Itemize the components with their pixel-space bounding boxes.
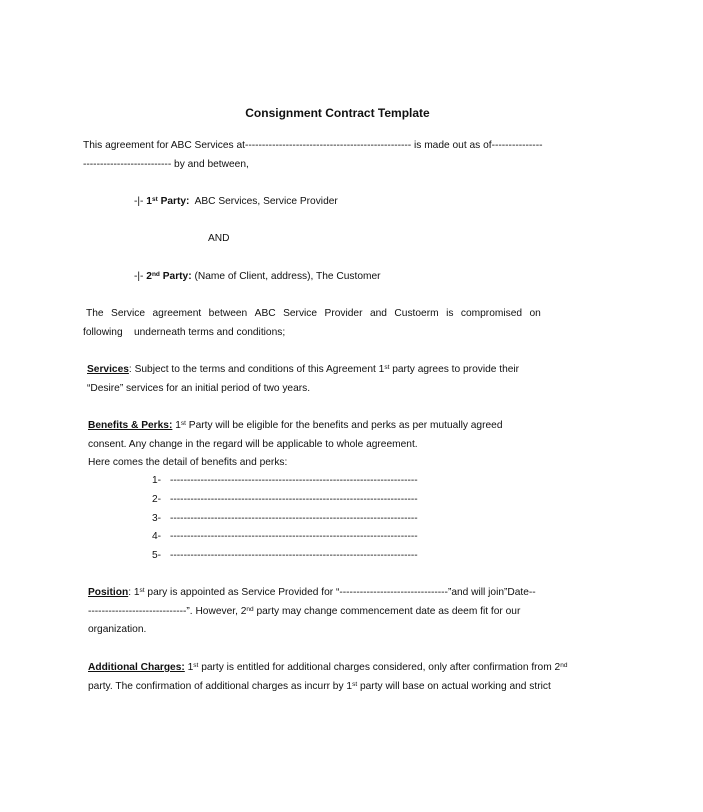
benefit-item [152, 474, 418, 487]
benefits-line-2: consent. Any change in the regard will be applicable to whole agreement. [88, 439, 418, 450]
benefit-blank: ------------------------------------------------------------------------- [170, 531, 418, 542]
position-blank-role: -------------------------------- [339, 587, 448, 598]
party-1-line [134, 195, 338, 208]
word: is [446, 308, 454, 319]
benefit-item [152, 549, 418, 562]
party-1-value: ABC Services, Service Provider [194, 196, 338, 207]
party-2-value: (Name of Client, address), The Customer [194, 271, 381, 282]
position-heading: Position [88, 587, 129, 598]
document-title: Consignment Contract Template [245, 106, 430, 120]
service-paragraph-line-2: following underneath terms and conditions; [83, 327, 286, 338]
benefit-number: 4- [152, 531, 162, 542]
services-heading: Services [87, 364, 129, 375]
benefit-item [152, 493, 418, 506]
intro-blank-address: ------------------------------------------------- [244, 140, 412, 151]
word: ABC [254, 308, 276, 319]
intro-line-1 [83, 139, 542, 152]
benefits-line-3: Here comes the detail of benefits and perks: [88, 457, 288, 468]
charges-line-1: Additional Charges: 1st party is entitled for additional charges considered, only after confirmation from 2nd [88, 662, 568, 673]
benefit-blank: ------------------------------------------------------------------------- [170, 494, 418, 505]
word: Service [283, 308, 318, 319]
benefits-heading: Benefits & Perks: [88, 420, 173, 431]
word: Service [111, 308, 146, 319]
benefit-item [152, 512, 418, 525]
word: Provider [324, 308, 363, 319]
benefit-blank: ------------------------------------------------------------------------- [170, 550, 418, 561]
charges-line-2: party. The confirmation of additional charges as incurr by 1st party will base on actual working and strict [88, 681, 551, 692]
benefit-blank: ------------------------------------------------------------------------- [170, 475, 418, 486]
services-line-1: Services: Subject to the terms and conditions of this Agreement 1st party agrees to provide their [87, 364, 520, 375]
intro-blank-date-cont: -------------------------- [83, 159, 172, 170]
word: compromised [460, 308, 523, 319]
intro-text: This agreement for ABC Services at [83, 140, 245, 151]
intro-blank-date: -------------- [494, 140, 543, 151]
intro-text: by and between, [171, 159, 249, 170]
word: Custoerm [394, 308, 439, 319]
position-line-2: -----------------------------”. However, 2nd party may change commencement date as deem fit for our [88, 606, 521, 617]
and-text: AND [208, 233, 230, 244]
party-2-line [134, 270, 381, 283]
benefit-number: 5- [152, 550, 162, 561]
word: The [86, 308, 104, 319]
word: between [208, 308, 248, 319]
service-paragraph-line-1 [86, 307, 541, 320]
position-blank-date: ----------------------------- [88, 606, 187, 617]
bullet-icon: -|- [134, 271, 144, 282]
word: agreement [152, 308, 202, 319]
intro-line-2 [83, 158, 249, 171]
services-line-2: “Desire” services for an initial period of two years. [87, 383, 311, 394]
word: on [529, 308, 541, 319]
position-line-3: organization. [88, 624, 147, 635]
benefits-line-1: Benefits & Perks: 1st Party will be eligible for the benefits and perks as per mutually agreed [88, 420, 503, 431]
benefit-number: 3- [152, 513, 162, 524]
word: and [369, 308, 387, 319]
intro-text: is made out as of- [411, 140, 495, 151]
benefit-number: 2- [152, 494, 162, 505]
charges-heading: Additional Charges: [88, 662, 185, 673]
benefit-number: 1- [152, 475, 162, 486]
party-2-label: 2nd Party: [146, 271, 192, 282]
benefit-blank: ------------------------------------------------------------------------- [170, 513, 418, 524]
position-line-1: Position: 1st pary is appointed as Service Provided for “--------------------------------”and will join”Date-- [88, 587, 536, 598]
bullet-icon: -|- [134, 196, 144, 207]
benefit-item [152, 530, 418, 543]
party-1-label: 1st Party: [146, 196, 190, 207]
